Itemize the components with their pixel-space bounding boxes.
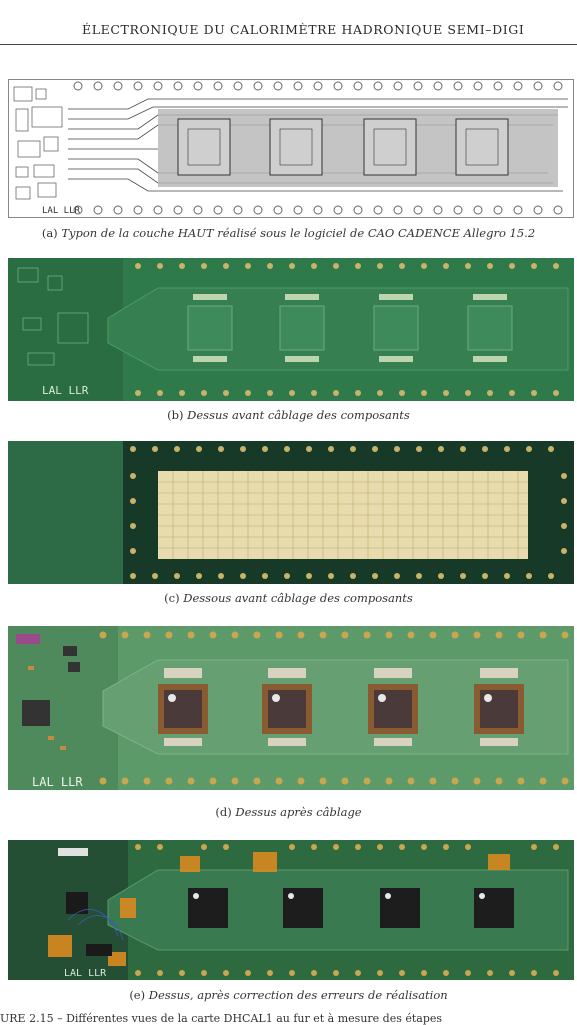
caption-e-label: (e) — [129, 988, 146, 1002]
figure-a-cad-layout — [8, 79, 574, 218]
caption-c — [0, 591, 577, 605]
figure-a-drawing — [8, 79, 574, 218]
figure-d-board-mark: LAL LLR — [32, 775, 83, 789]
caption-e-text: Dessus, après correction des erreurs de réalisation — [148, 988, 448, 1002]
caption-b-text: Dessus avant câblage des composants — [187, 408, 410, 422]
caption-e — [0, 988, 577, 1002]
figure-b-drawing — [8, 258, 574, 401]
running-header — [0, 0, 577, 48]
figure-main-caption: URE 2.15 – Différentes vues de la carte DHCAL1 au fur et à mesure des étapes — [0, 1012, 443, 1025]
figure-b-board-mark: LAL LLR — [42, 384, 89, 397]
figure-c-bottom-bare — [8, 441, 574, 584]
caption-a — [0, 226, 577, 240]
caption-a-label: (a) — [41, 226, 58, 240]
caption-a-text: Typon de la couche HAUT réalisé sous le logiciel de CAO CADENCE Allegro 15.2 — [61, 226, 536, 240]
caption-c-label: (c) — [164, 591, 180, 605]
caption-d-label: (d) — [215, 805, 232, 819]
caption-d-text: Dessus après câblage — [235, 805, 362, 819]
figure-d-top-soldered — [8, 626, 574, 790]
figure-b-top-bare — [8, 258, 574, 401]
figure-a-board-mark: LAL LLR — [42, 206, 80, 216]
figure-e-board-mark: LAL LLR — [64, 968, 107, 979]
caption-c-text: Dessous avant câblage des composants — [183, 591, 413, 605]
caption-b — [0, 408, 577, 422]
figure-e-top-corrected — [8, 840, 574, 980]
caption-d — [0, 805, 577, 819]
figure-d-drawing — [8, 626, 574, 790]
figure-c-drawing — [8, 441, 574, 584]
header-rule — [0, 44, 577, 45]
running-header-title: ÉLECTRONIQUE DU CALORIMÈTRE HADRONIQUE SEMI–DIGI — [82, 22, 525, 37]
figure-e-drawing — [8, 840, 574, 980]
caption-b-label: (b) — [167, 408, 184, 422]
